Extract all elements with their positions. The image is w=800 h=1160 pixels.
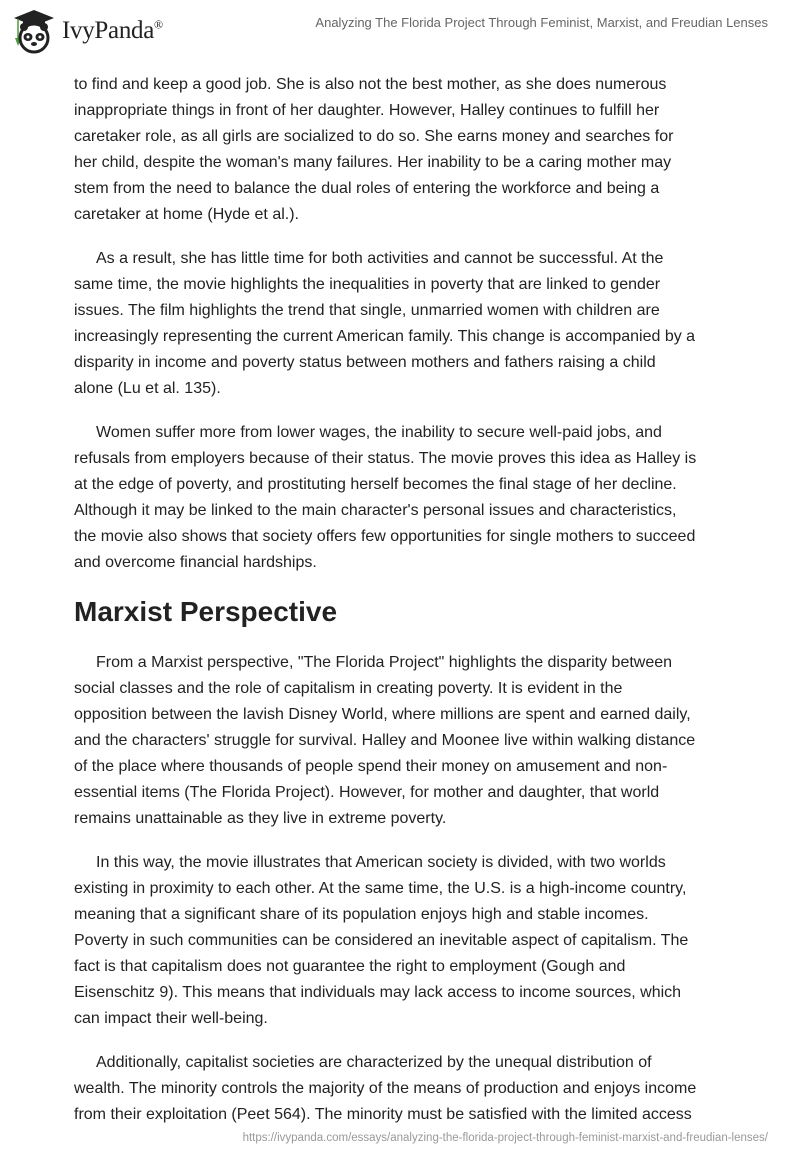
text-line: Women suffer more from lower wages, the inability to secure well-paid jobs, and xyxy=(96,424,662,441)
text-line: meaning that a significant share of its population enjoys high and stable incomes. xyxy=(74,906,649,923)
text-line: to find and keep a good job. She is also not the best mother, as she does numerous xyxy=(74,76,667,93)
document-title: Analyzing The Florida Project Through Feminist, Marxist, and Freudian Lenses xyxy=(315,15,768,30)
text-line: Although it may be linked to the main character's personal issues and characteristics, xyxy=(74,502,677,519)
text-line: and overcome financial hardships. xyxy=(74,554,317,571)
ivypanda-logo[interactable] xyxy=(12,8,163,54)
text-line: refusals from employers because of their status. The movie proves this idea as Halley is xyxy=(74,450,697,467)
text-line: same time, the movie highlights the inequalities in poverty that are linked to gender xyxy=(74,276,661,293)
text-line: at the edge of poverty, and prostituting herself becomes the final stage of her decline. xyxy=(74,476,677,493)
text-line: fact is that capitalism does not guarantee the right to employment (Gough and xyxy=(74,958,626,975)
paragraph xyxy=(74,420,734,576)
page-header xyxy=(0,0,800,60)
paragraph xyxy=(74,850,734,1032)
text-line: disparity in income and poverty status between mothers and fathers raising a child xyxy=(74,354,656,371)
text-line: alone (Lu et al. 135). xyxy=(74,380,221,397)
text-line: of the place where thousands of people spend their money on amusement and non- xyxy=(74,758,668,775)
paragraph xyxy=(74,72,734,228)
text-line: essential items (The Florida Project). However, for mother and daughter, that world xyxy=(74,784,660,801)
text-line: social classes and the role of capitalism in creating poverty. It is evident in the xyxy=(74,680,623,697)
text-line: Poverty in such communities can be considered an inevitable aspect of capitalism. The xyxy=(74,932,689,949)
text-line: increasingly representing the current American family. This change is accompanied by a xyxy=(74,328,696,345)
text-line: caretaker at home (Hyde et al.). xyxy=(74,206,299,223)
section-heading-marxist: Marxist Perspective xyxy=(74,596,338,627)
text-line: Eisenschitz 9). This means that individuals may lack access to income sources, which xyxy=(74,984,682,1001)
text-line: existing in proximity to each other. At the same time, the U.S. is a high-income country, xyxy=(74,880,687,897)
source-url[interactable]: https://ivypanda.com/essays/analyzing-the-florida-project-through-feminist-marxist-and-freudian-lenses/ xyxy=(242,1132,768,1144)
text-line: issues. The film highlights the trend that single, unmarried women with children are xyxy=(74,302,660,319)
text-line: stem from the need to balance the dual roles of entering the workforce and being a xyxy=(74,180,660,197)
text-line: the movie also shows that society offers few opportunities for single mothers to succeed xyxy=(74,528,696,545)
paragraph xyxy=(74,650,734,832)
text-line: From a Marxist perspective, "The Florida Project" highlights the disparity between xyxy=(96,654,673,671)
text-line: and the characters' struggle for survival. Halley and Moonee live within walking distance xyxy=(74,732,696,749)
text-line: As a result, she has little time for both activities and cannot be successful. At the xyxy=(96,250,664,267)
text-line: In this way, the movie illustrates that American society is divided, with two worlds xyxy=(96,854,666,871)
text-line: Additionally, capitalist societies are characterized by the unequal distribution of xyxy=(96,1054,652,1071)
text-line: can impact their well-being. xyxy=(74,1010,268,1027)
panda-graduate-icon xyxy=(12,8,56,54)
text-line: opposition between the lavish Disney World, where millions are spent and earned daily, xyxy=(74,706,691,723)
text-line: caretaker role, as all girls are socialized to do so. She earns money and searches for xyxy=(74,128,674,145)
paragraph xyxy=(74,246,734,402)
text-line: inappropriate things in front of her daughter. However, Halley continues to fulfill her xyxy=(74,102,660,119)
text-line: her child, despite the woman's many failures. Her inability to be a caring mother may xyxy=(74,154,672,171)
text-line: wealth. The minority controls the majority of the means of production and enjoys income xyxy=(74,1080,697,1097)
text-line: from their exploitation (Peet 564). The minority must be satisfied with the limited access xyxy=(74,1106,692,1123)
essay-body xyxy=(74,72,734,1146)
paragraph xyxy=(74,1050,734,1128)
logo-text: IvyPanda® xyxy=(62,17,163,44)
text-line: remains unattainable as they live in extreme poverty. xyxy=(74,810,447,827)
